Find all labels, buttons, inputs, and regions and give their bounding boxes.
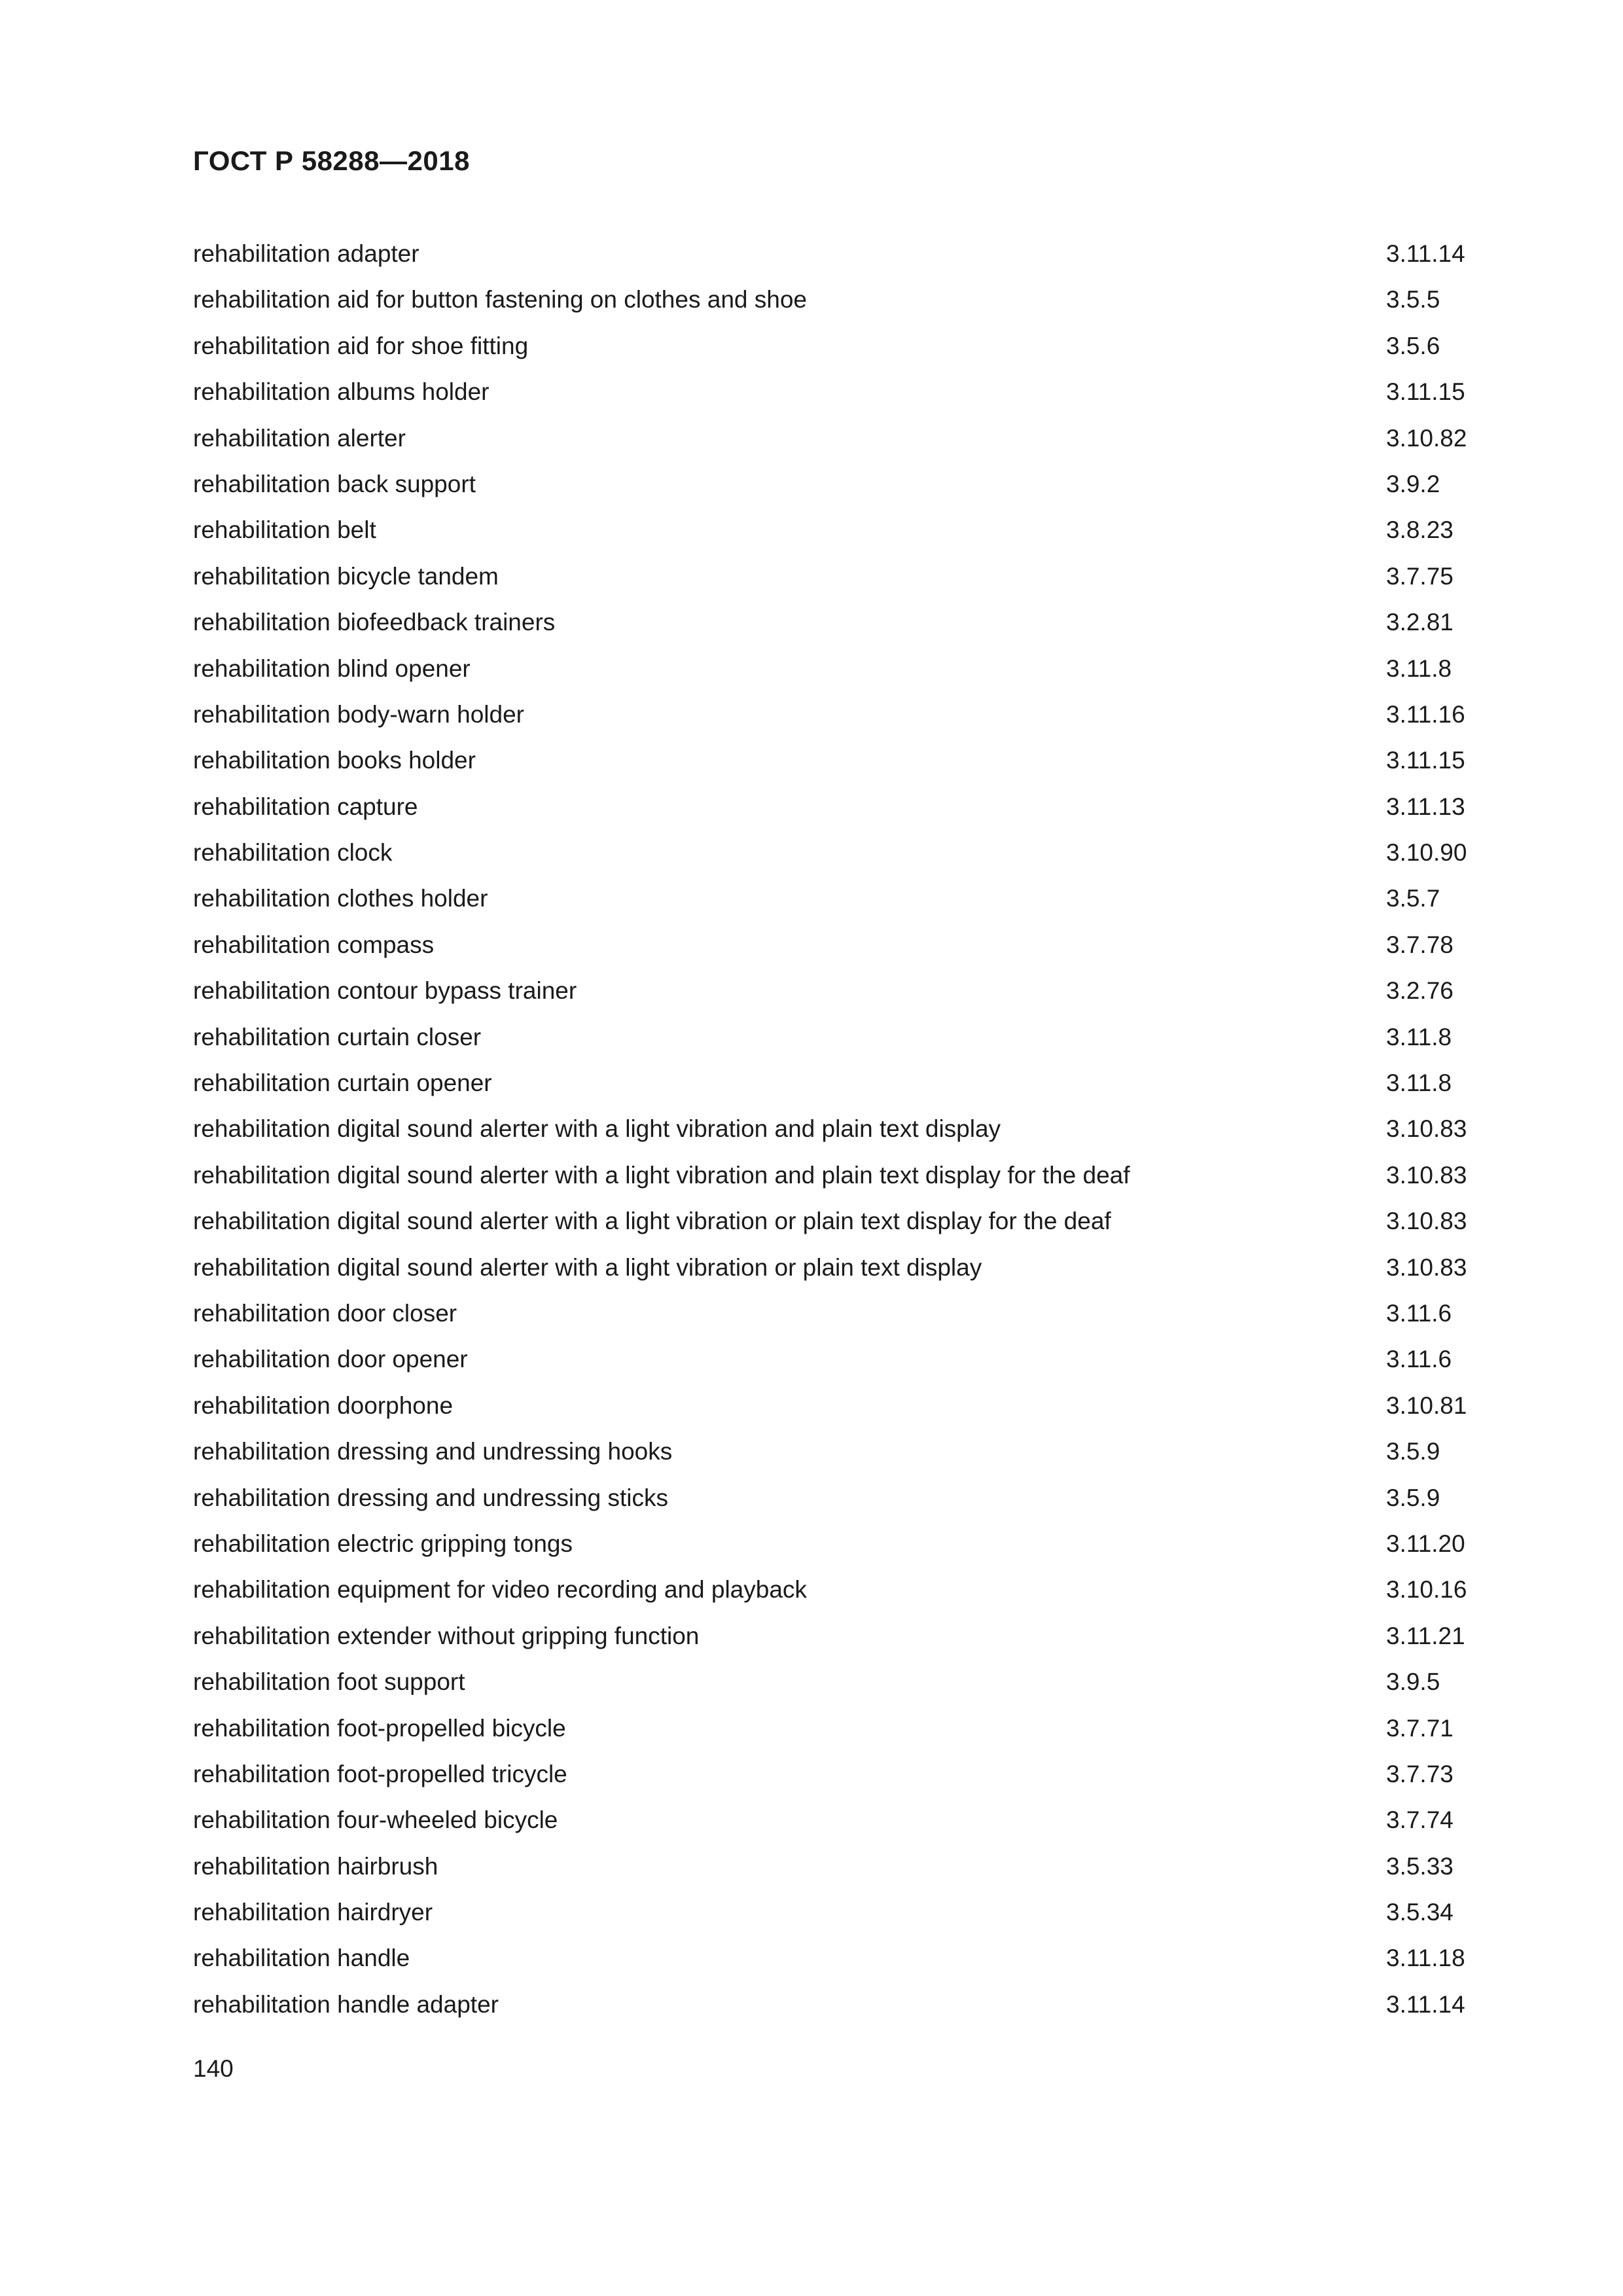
index-reference: 3.11.15 xyxy=(1386,378,1465,406)
index-term: rehabilitation back support xyxy=(193,470,476,497)
index-term: rehabilitation books holder xyxy=(193,747,476,774)
index-entry xyxy=(193,880,1476,926)
index-reference: 3.7.78 xyxy=(1386,931,1454,958)
index-entry xyxy=(193,512,1476,558)
index-entry xyxy=(193,558,1476,604)
index-entry xyxy=(193,1341,1476,1387)
index-reference: 3.9.5 xyxy=(1386,1668,1440,1696)
index-entry xyxy=(193,742,1476,788)
index-entry xyxy=(193,789,1476,834)
index-term: rehabilitation albums holder xyxy=(193,378,490,406)
index-reference: 3.11.18 xyxy=(1386,1945,1465,1972)
index-reference: 3.5.34 xyxy=(1386,1899,1454,1926)
index-term: rehabilitation aid for button fastening on clothes and shoe xyxy=(193,286,807,314)
index-reference: 3.10.16 xyxy=(1386,1576,1467,1604)
index-entry xyxy=(193,328,1476,374)
index-term: rehabilitation doorphone xyxy=(193,1391,454,1419)
index-entry xyxy=(193,1940,1476,1986)
document-header: ГОСТ Р 58288—2018 xyxy=(193,145,470,176)
index-term: rehabilitation electric gripping tongs xyxy=(193,1530,573,1557)
index-entry xyxy=(193,651,1476,696)
index-entry xyxy=(193,1065,1476,1111)
index-entry xyxy=(193,374,1476,420)
index-reference: 3.2.76 xyxy=(1386,977,1454,1005)
index-entry xyxy=(193,1111,1476,1157)
index-reference: 3.11.6 xyxy=(1386,1346,1452,1373)
index-entry xyxy=(193,1571,1476,1617)
index-entry xyxy=(193,1388,1476,1433)
index-entry xyxy=(193,1986,1476,2032)
index-reference: 3.11.14 xyxy=(1386,1990,1465,2018)
index-reference: 3.11.16 xyxy=(1386,700,1465,728)
index-entry xyxy=(193,1802,1476,1848)
index-reference: 3.5.9 xyxy=(1386,1484,1440,1511)
index-term: rehabilitation contour bypass trainer xyxy=(193,977,577,1005)
index-term: rehabilitation dressing and undressing sticks xyxy=(193,1484,669,1511)
index-term: rehabilitation aid for shoe fitting xyxy=(193,332,529,359)
index-term: rehabilitation door closer xyxy=(193,1299,457,1327)
index-reference: 3.2.81 xyxy=(1386,609,1454,636)
index-entry xyxy=(193,1618,1476,1664)
index-reference: 3.5.9 xyxy=(1386,1438,1440,1465)
index-entry xyxy=(193,696,1476,742)
index-list xyxy=(193,236,1476,2032)
index-term: rehabilitation clock xyxy=(193,839,393,867)
index-term: rehabilitation four-wheeled bicycle xyxy=(193,1806,558,1834)
index-term: rehabilitation compass xyxy=(193,931,435,958)
index-reference: 3.10.83 xyxy=(1386,1253,1467,1281)
index-reference: 3.8.23 xyxy=(1386,516,1454,544)
index-reference: 3.11.8 xyxy=(1386,1023,1452,1050)
index-reference: 3.10.83 xyxy=(1386,1208,1467,1235)
index-term: rehabilitation bicycle tandem xyxy=(193,562,499,590)
index-reference: 3.5.7 xyxy=(1386,885,1440,912)
index-term: rehabilitation belt xyxy=(193,516,376,544)
index-reference: 3.10.83 xyxy=(1386,1161,1467,1189)
index-reference: 3.10.83 xyxy=(1386,1115,1467,1143)
index-term: rehabilitation digital sound alerter with a light vibration and plain text display xyxy=(193,1115,1001,1143)
index-entry xyxy=(193,604,1476,650)
index-reference: 3.7.74 xyxy=(1386,1806,1454,1834)
index-entry xyxy=(193,834,1476,880)
index-term: rehabilitation alerter xyxy=(193,424,406,452)
index-term: rehabilitation body-warn holder xyxy=(193,700,524,728)
index-reference: 3.11.13 xyxy=(1386,793,1465,820)
index-term: rehabilitation biofeedback trainers xyxy=(193,609,556,636)
index-entry xyxy=(193,1710,1476,1756)
index-reference: 3.10.81 xyxy=(1386,1391,1467,1419)
index-entry xyxy=(193,1664,1476,1710)
index-term: rehabilitation clothes holder xyxy=(193,885,488,912)
index-reference: 3.7.73 xyxy=(1386,1760,1454,1787)
index-term: rehabilitation hairdryer xyxy=(193,1899,433,1926)
index-entry xyxy=(193,927,1476,973)
index-entry xyxy=(193,1157,1476,1203)
index-reference: 3.11.8 xyxy=(1386,655,1452,682)
index-term: rehabilitation foot support xyxy=(193,1668,465,1696)
index-reference: 3.11.8 xyxy=(1386,1069,1452,1097)
index-reference: 3.11.21 xyxy=(1386,1622,1465,1649)
index-entry xyxy=(193,1480,1476,1526)
index-reference: 3.11.20 xyxy=(1386,1530,1465,1557)
index-reference: 3.7.75 xyxy=(1386,562,1454,590)
index-term: rehabilitation foot-propelled tricycle xyxy=(193,1760,567,1787)
index-term: rehabilitation door opener xyxy=(193,1346,468,1373)
index-reference: 3.5.5 xyxy=(1386,286,1440,314)
index-entry xyxy=(193,1295,1476,1341)
index-entry xyxy=(193,1894,1476,1940)
index-term: rehabilitation hairbrush xyxy=(193,1852,438,1880)
index-term: rehabilitation curtain closer xyxy=(193,1023,482,1050)
index-reference: 3.11.14 xyxy=(1386,240,1465,267)
index-entry xyxy=(193,1203,1476,1249)
index-reference: 3.5.33 xyxy=(1386,1852,1454,1880)
index-term: rehabilitation handle adapter xyxy=(193,1990,499,2018)
index-reference: 3.9.2 xyxy=(1386,470,1440,497)
index-term: rehabilitation foot-propelled bicycle xyxy=(193,1714,566,1742)
index-term: rehabilitation digital sound alerter with a light vibration or plain text display for the deaf xyxy=(193,1208,1111,1235)
index-term: rehabilitation capture xyxy=(193,793,418,820)
page-number: 140 xyxy=(193,2055,234,2082)
index-reference: 3.7.71 xyxy=(1386,1714,1454,1742)
index-reference: 3.10.90 xyxy=(1386,839,1467,867)
index-entry xyxy=(193,1249,1476,1295)
index-entry xyxy=(193,466,1476,512)
index-reference: 3.10.82 xyxy=(1386,424,1467,452)
index-entry xyxy=(193,1756,1476,1802)
index-entry xyxy=(193,1526,1476,1571)
index-reference: 3.11.15 xyxy=(1386,747,1465,774)
index-term: rehabilitation curtain opener xyxy=(193,1069,492,1097)
index-entry xyxy=(193,281,1476,327)
index-term: rehabilitation blind opener xyxy=(193,655,471,682)
index-term: rehabilitation digital sound alerter with a light vibration and plain text display for the deaf xyxy=(193,1161,1130,1189)
index-reference: 3.5.6 xyxy=(1386,332,1440,359)
index-entry xyxy=(193,973,1476,1018)
index-term: rehabilitation adapter xyxy=(193,240,419,267)
index-reference: 3.11.6 xyxy=(1386,1299,1452,1327)
index-term: rehabilitation extender without gripping function xyxy=(193,1622,700,1649)
index-entry xyxy=(193,1433,1476,1479)
index-entry xyxy=(193,236,1476,281)
index-entry xyxy=(193,1019,1476,1065)
index-entry xyxy=(193,420,1476,466)
index-term: rehabilitation dressing and undressing hooks xyxy=(193,1438,673,1465)
index-entry xyxy=(193,1848,1476,1894)
index-term: rehabilitation handle xyxy=(193,1945,410,1972)
index-term: rehabilitation digital sound alerter with a light vibration or plain text display xyxy=(193,1253,982,1281)
index-term: rehabilitation equipment for video recording and playback xyxy=(193,1576,807,1604)
